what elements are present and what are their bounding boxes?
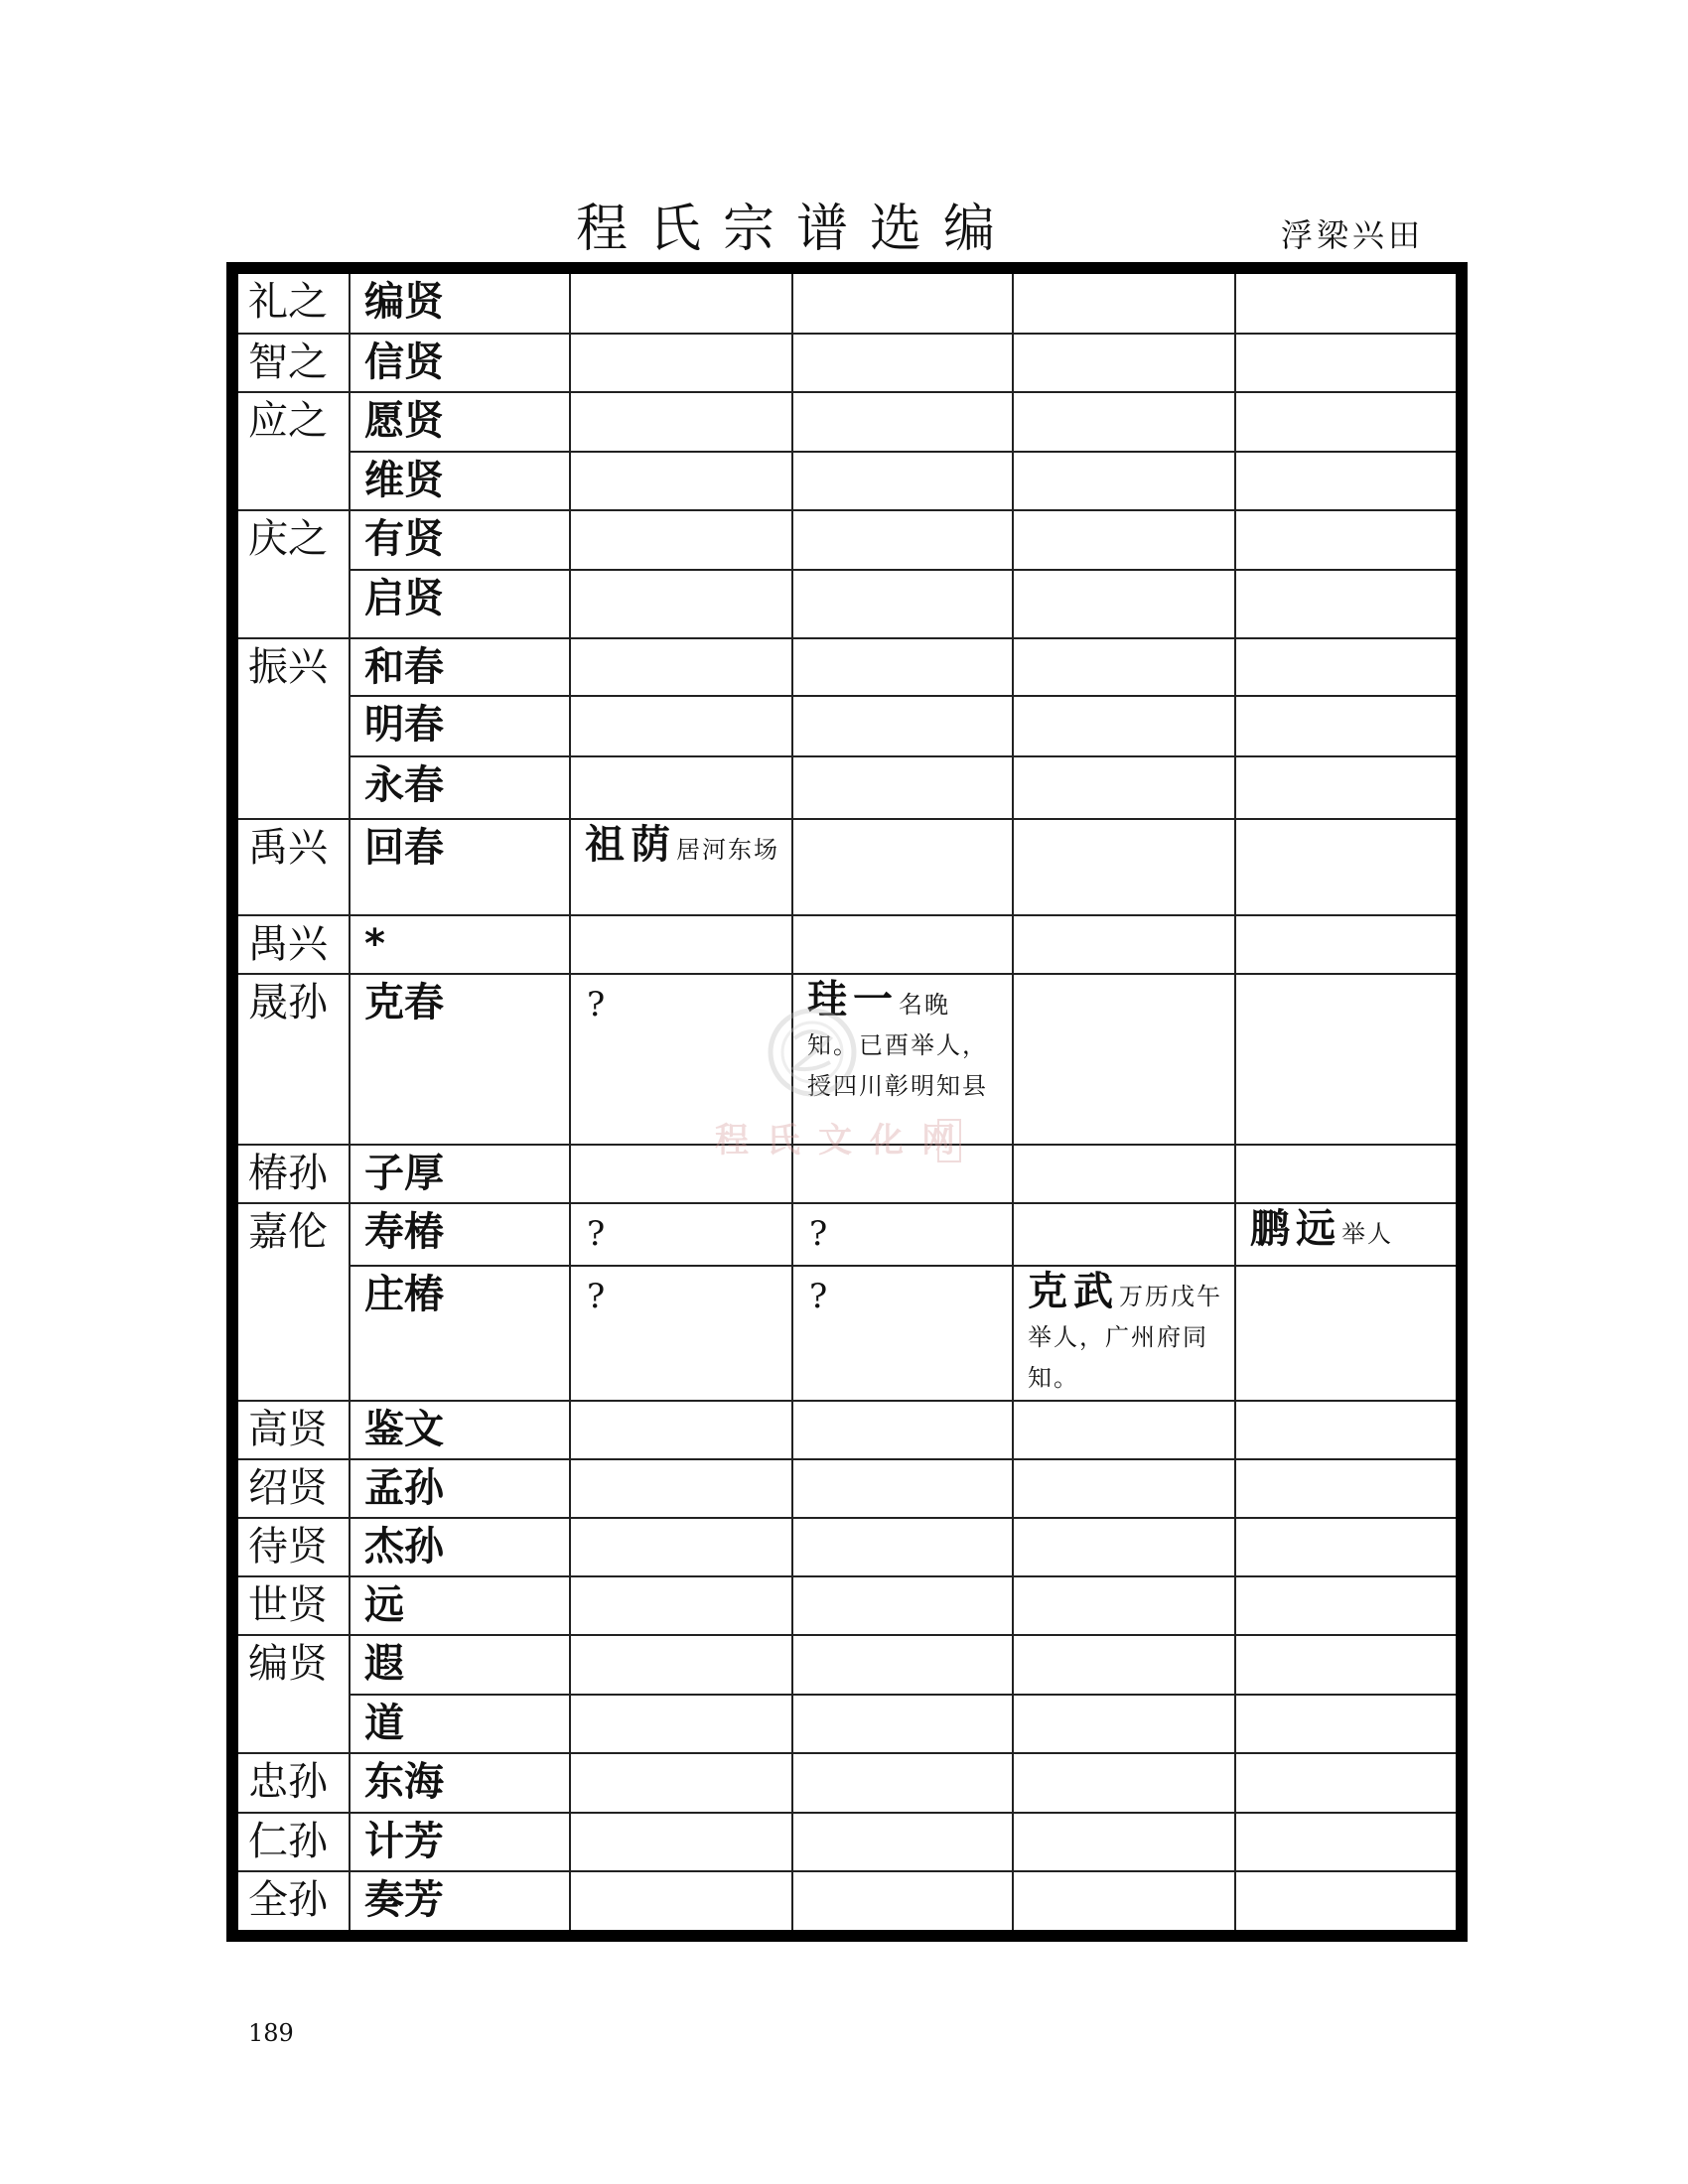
descendant-cell — [570, 1203, 792, 1266]
descendant-cell — [1235, 334, 1456, 392]
descendant-cell — [570, 1576, 792, 1635]
table-row — [238, 1401, 1456, 1459]
descendant-cell — [792, 819, 1013, 915]
descendant-cell — [792, 334, 1013, 392]
unknown-marker: ? — [809, 1214, 828, 1255]
descendant-cell — [1235, 915, 1456, 974]
person-name: 信贤 — [364, 340, 444, 386]
descendant-note: 万历戊午举人，广州府同知。 — [1028, 1283, 1222, 1393]
generation-label: 绍贤 — [248, 1465, 328, 1512]
name-cell — [350, 1753, 570, 1813]
descendant-name: 珪一 — [807, 976, 899, 1023]
descendant-cell — [792, 570, 1013, 638]
descendant-cell — [1235, 1518, 1456, 1576]
generation-label: 晟孙 — [248, 979, 328, 1025]
descendant-cell — [1013, 756, 1235, 819]
name-cell — [350, 1576, 570, 1635]
descendant-cell — [570, 1871, 792, 1930]
descendant-cell — [570, 1753, 792, 1813]
name-cell — [350, 974, 570, 1145]
person-name: 编贤 — [364, 279, 444, 325]
person-name: 克春 — [364, 979, 444, 1025]
descendant-cell — [570, 510, 792, 570]
generation-cell — [238, 334, 350, 392]
generation-cell — [238, 638, 350, 818]
descendant-cell — [1013, 1459, 1235, 1518]
table-row — [238, 452, 1456, 510]
person-name: * — [364, 920, 385, 967]
descendant-cell — [792, 274, 1013, 334]
name-cell — [350, 1635, 570, 1694]
descendant-cell — [1235, 1203, 1456, 1266]
table-row — [238, 1813, 1456, 1871]
name-cell — [350, 1695, 570, 1753]
generation-cell — [238, 274, 350, 334]
descendant-cell — [570, 452, 792, 510]
watermark-logo — [695, 1003, 973, 1171]
descendant-cell — [1235, 819, 1456, 915]
person-name: 启贤 — [364, 576, 444, 622]
descendant-cell — [1235, 1576, 1456, 1635]
name-cell — [350, 570, 570, 638]
generation-cell — [238, 1518, 350, 1576]
descendant-cell — [792, 696, 1013, 755]
table-row — [238, 1518, 1456, 1576]
descendant-cell — [570, 1695, 792, 1753]
generation-cell — [238, 1145, 350, 1203]
generation-label: 礼之 — [248, 279, 328, 325]
table-row — [238, 819, 1456, 915]
descendant-cell — [570, 1459, 792, 1518]
descendant-cell — [1235, 570, 1456, 638]
name-cell — [350, 1459, 570, 1518]
descendant-cell — [1235, 274, 1456, 334]
name-cell — [350, 638, 570, 696]
person-name: 道 — [364, 1700, 404, 1746]
generation-cell — [238, 915, 350, 974]
table-row — [238, 392, 1456, 452]
person-name: 庄椿 — [364, 1272, 444, 1318]
generation-cell — [238, 392, 350, 510]
table-row — [238, 1753, 1456, 1813]
descendant-cell — [1013, 1695, 1235, 1753]
descendant-cell — [570, 274, 792, 334]
generation-label: 禹兴 — [248, 824, 328, 871]
descendant-cell — [792, 1518, 1013, 1576]
descendant-cell — [1013, 1576, 1235, 1635]
generation-cell — [238, 1401, 350, 1459]
table-row — [238, 1695, 1456, 1753]
table-row — [238, 334, 1456, 392]
descendant-note: 名晚知。已酉举人，授四川彰明知县 — [807, 990, 988, 1100]
name-cell — [350, 756, 570, 819]
table-row — [238, 1459, 1456, 1518]
name-cell — [350, 696, 570, 755]
descendant-cell — [792, 1203, 1013, 1266]
descendant-name: 克武 — [1028, 1269, 1119, 1315]
page-number: 189 — [248, 2019, 294, 2047]
person-name: 寿椿 — [364, 1209, 444, 1256]
name-cell — [350, 1813, 570, 1871]
name-cell — [350, 510, 570, 570]
descendant-cell — [1013, 1813, 1235, 1871]
generation-cell — [238, 1813, 350, 1871]
generation-cell — [238, 1871, 350, 1930]
name-cell — [350, 452, 570, 510]
person-name: 子厚 — [364, 1150, 444, 1196]
person-name: 回春 — [364, 824, 444, 871]
descendant-cell — [570, 1401, 792, 1459]
generation-cell — [238, 974, 350, 1145]
descendant-cell — [1013, 696, 1235, 755]
generation-label: 禺兴 — [248, 920, 328, 967]
descendant-cell — [1013, 974, 1235, 1145]
descendant-cell — [792, 638, 1013, 696]
descendant-cell — [1235, 1871, 1456, 1930]
name-cell — [350, 1518, 570, 1576]
table-row — [238, 696, 1456, 755]
generation-label: 世贤 — [248, 1582, 328, 1629]
person-name: 计芳 — [364, 1818, 444, 1864]
generation-cell — [238, 1753, 350, 1813]
table-row — [238, 510, 1456, 570]
table-row — [238, 1203, 1456, 1266]
name-cell — [350, 1871, 570, 1930]
descendant-cell — [1013, 392, 1235, 452]
descendant-cell — [792, 756, 1013, 819]
person-name: 维贤 — [364, 458, 444, 504]
generation-label: 仁孙 — [248, 1818, 328, 1864]
person-name: 永春 — [364, 761, 444, 808]
table-row — [238, 1871, 1456, 1930]
descendant-cell — [1235, 1401, 1456, 1459]
descendant-cell — [570, 570, 792, 638]
generation-label: 嘉伦 — [248, 1209, 328, 1256]
descendant-cell — [1235, 1145, 1456, 1203]
descendant-cell — [1013, 915, 1235, 974]
descendant-cell — [1235, 696, 1456, 755]
descendant-cell — [1013, 510, 1235, 570]
descendant-cell — [1013, 570, 1235, 638]
descendant-cell — [570, 1813, 792, 1871]
descendant-cell — [792, 1401, 1013, 1459]
generation-cell — [238, 1459, 350, 1518]
name-cell — [350, 274, 570, 334]
descendant-name: 祖荫 — [585, 821, 676, 868]
table-row — [238, 570, 1456, 638]
descendant-cell — [792, 510, 1013, 570]
descendant-cell — [792, 452, 1013, 510]
generation-label: 应之 — [248, 398, 328, 445]
person-name: 东海 — [364, 1758, 444, 1805]
descendant-cell — [570, 334, 792, 392]
unknown-marker: ? — [587, 1214, 606, 1255]
descendant-cell — [1013, 1871, 1235, 1930]
table-row — [238, 1635, 1456, 1694]
descendant-cell — [1013, 1753, 1235, 1813]
name-cell — [350, 819, 570, 915]
descendant-cell — [1013, 1203, 1235, 1266]
generation-label: 忠孙 — [248, 1758, 328, 1805]
generation-label: 高贤 — [248, 1407, 328, 1453]
name-cell — [350, 1266, 570, 1401]
person-name: 遐 — [364, 1641, 404, 1688]
watermark-seal-glyph — [794, 1031, 830, 1069]
descendant-cell — [1235, 1695, 1456, 1753]
descendant-entry — [1236, 1204, 1456, 1256]
person-name: 远 — [364, 1582, 404, 1629]
descendant-cell — [1235, 1459, 1456, 1518]
table-row — [238, 1266, 1456, 1401]
generation-cell — [238, 510, 350, 638]
descendant-cell — [1013, 334, 1235, 392]
name-cell — [350, 1145, 570, 1203]
descendant-cell — [1013, 1518, 1235, 1576]
descendant-note: 居河东场 — [676, 835, 779, 864]
descendant-entry — [1014, 1267, 1234, 1400]
descendant-cell — [792, 1695, 1013, 1753]
generation-label: 编贤 — [248, 1641, 328, 1688]
descendant-cell — [570, 1518, 792, 1576]
descendant-cell — [792, 392, 1013, 452]
generation-cell — [238, 819, 350, 915]
page-subtitle: 浮梁兴田 — [1281, 216, 1425, 254]
watermark-text: 程氏文化网 — [715, 1121, 973, 1160]
descendant-cell — [1235, 452, 1456, 510]
descendant-cell — [792, 1753, 1013, 1813]
descendant-cell — [792, 1813, 1013, 1871]
unknown-marker: ? — [809, 1277, 828, 1317]
descendant-cell — [792, 1871, 1013, 1930]
name-cell — [350, 1203, 570, 1266]
descendant-cell — [1013, 1145, 1235, 1203]
unknown-marker: ? — [587, 1277, 606, 1317]
unknown-marker: ? — [587, 984, 606, 1024]
descendant-name: 鹏远 — [1250, 1206, 1341, 1253]
descendant-cell — [792, 1576, 1013, 1635]
descendant-cell — [792, 915, 1013, 974]
descendant-cell — [1013, 638, 1235, 696]
table-row — [238, 756, 1456, 819]
generation-label: 全孙 — [248, 1876, 328, 1923]
person-name: 有贤 — [364, 516, 444, 563]
descendant-cell — [570, 1635, 792, 1694]
descendant-cell — [570, 1266, 792, 1401]
table-row — [238, 638, 1456, 696]
descendant-cell — [1235, 756, 1456, 819]
descendant-cell — [570, 696, 792, 755]
generation-label: 智之 — [248, 340, 328, 386]
descendant-entry — [571, 820, 791, 872]
person-name: 奏芳 — [364, 1876, 444, 1923]
descendant-cell — [1235, 638, 1456, 696]
person-name: 鉴文 — [364, 1407, 444, 1453]
generation-cell — [238, 1203, 350, 1401]
generation-cell — [238, 1576, 350, 1635]
descendant-cell — [1235, 1753, 1456, 1813]
descendant-cell — [1235, 974, 1456, 1145]
name-cell — [350, 915, 570, 974]
descendant-cell — [1235, 1266, 1456, 1401]
descendant-cell — [570, 915, 792, 974]
generation-cell — [238, 1635, 350, 1752]
descendant-cell — [1235, 510, 1456, 570]
descendant-cell — [570, 819, 792, 915]
generation-label: 振兴 — [248, 644, 328, 691]
descendant-cell — [570, 756, 792, 819]
descendant-cell — [1013, 1266, 1235, 1401]
person-name: 杰孙 — [364, 1524, 444, 1570]
descendant-cell — [1013, 274, 1235, 334]
descendant-note: 举人 — [1341, 1220, 1393, 1249]
table-row — [238, 915, 1456, 974]
person-name: 明春 — [364, 702, 444, 749]
descendant-cell — [792, 1459, 1013, 1518]
descendant-cell — [1013, 1635, 1235, 1694]
person-name: 愿贤 — [364, 398, 444, 445]
name-cell — [350, 1401, 570, 1459]
page-title: 程氏宗谱选编 — [576, 200, 1018, 259]
descendant-cell — [1235, 1635, 1456, 1694]
generation-label: 庆之 — [248, 516, 328, 563]
descendant-cell — [792, 1635, 1013, 1694]
table-row — [238, 1576, 1456, 1635]
name-cell — [350, 334, 570, 392]
generation-label: 椿孙 — [248, 1150, 328, 1196]
descendant-cell — [792, 1266, 1013, 1401]
generation-label: 待贤 — [248, 1524, 328, 1570]
person-name: 和春 — [364, 644, 444, 691]
descendant-cell — [1013, 819, 1235, 915]
table-row — [238, 274, 1456, 334]
name-cell — [350, 392, 570, 452]
descendant-cell — [1013, 452, 1235, 510]
descendant-cell — [1235, 1813, 1456, 1871]
descendant-cell — [1235, 392, 1456, 452]
descendant-cell — [1013, 1401, 1235, 1459]
descendant-cell — [570, 638, 792, 696]
person-name: 孟孙 — [364, 1465, 444, 1512]
descendant-cell — [570, 392, 792, 452]
